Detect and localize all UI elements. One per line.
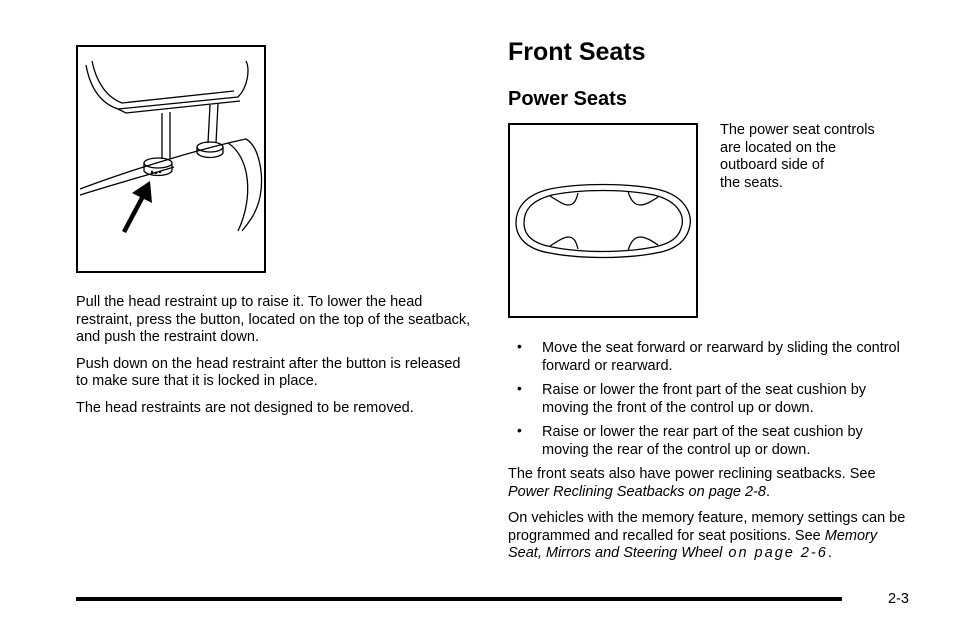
list-item: [508, 382, 908, 417]
paragraph: [508, 466, 908, 501]
paragraph: Push down on the head restraint after the button is released to make sure that it is locked in place.: [76, 355, 461, 389]
figure-caption: The power seat controls are located on the outboard side of the seats.: [720, 122, 875, 191]
power-seats-text: [508, 340, 908, 572]
list-item: [508, 340, 908, 375]
paragraph-text: On vehicles with the memory feature, memory settings can be programmed and recalled for seat positions. See: [508, 510, 906, 544]
bullet-icon: •: [517, 422, 522, 438]
cross-reference-page[interactable]: on page 2-6: [722, 545, 828, 561]
power-seat-control-figure: [508, 123, 698, 318]
section-subtitle: Power Seats: [508, 88, 627, 110]
list-item-text: Raise or lower the front part of the seat cushion by moving the front of the control up or down.: [542, 382, 867, 416]
page-number: 2-3: [888, 591, 909, 607]
paragraph: [508, 510, 908, 563]
list-item: [508, 424, 908, 459]
paragraph-text: The front seats also have power reclining seatbacks. See: [508, 466, 876, 482]
bullet-icon: •: [517, 338, 522, 354]
bullet-list: [508, 340, 908, 459]
list-item-text: Move the seat forward or rearward by sliding the control forward or rearward.: [542, 340, 900, 374]
power-seat-control-illustration: [510, 125, 696, 316]
list-item-text: Raise or lower the rear part of the seat cushion by moving the rear of the control up or down.: [542, 424, 863, 458]
paragraph: Pull the head restraint up to raise it. To lower the head restraint, press the button, located on the top of the seatback, and push the restraint down.: [76, 294, 471, 345]
section-title: Front Seats: [508, 38, 646, 66]
head-restraint-text: [76, 294, 471, 426]
head-restraint-illustration: [78, 47, 264, 271]
cross-reference-link[interactable]: Memory Seat, Mirrors and Steering Wheel: [508, 527, 878, 561]
bullet-icon: •: [517, 380, 522, 396]
footer-rule: [76, 597, 842, 601]
cross-reference-link[interactable]: Power Reclining Seatbacks on page 2-8: [508, 483, 766, 500]
head-restraint-figure: [76, 45, 266, 273]
paragraph: The head restraints are not designed to be removed.: [76, 399, 414, 416]
punctuation: .: [827, 545, 832, 561]
punctuation: .: [765, 483, 770, 500]
